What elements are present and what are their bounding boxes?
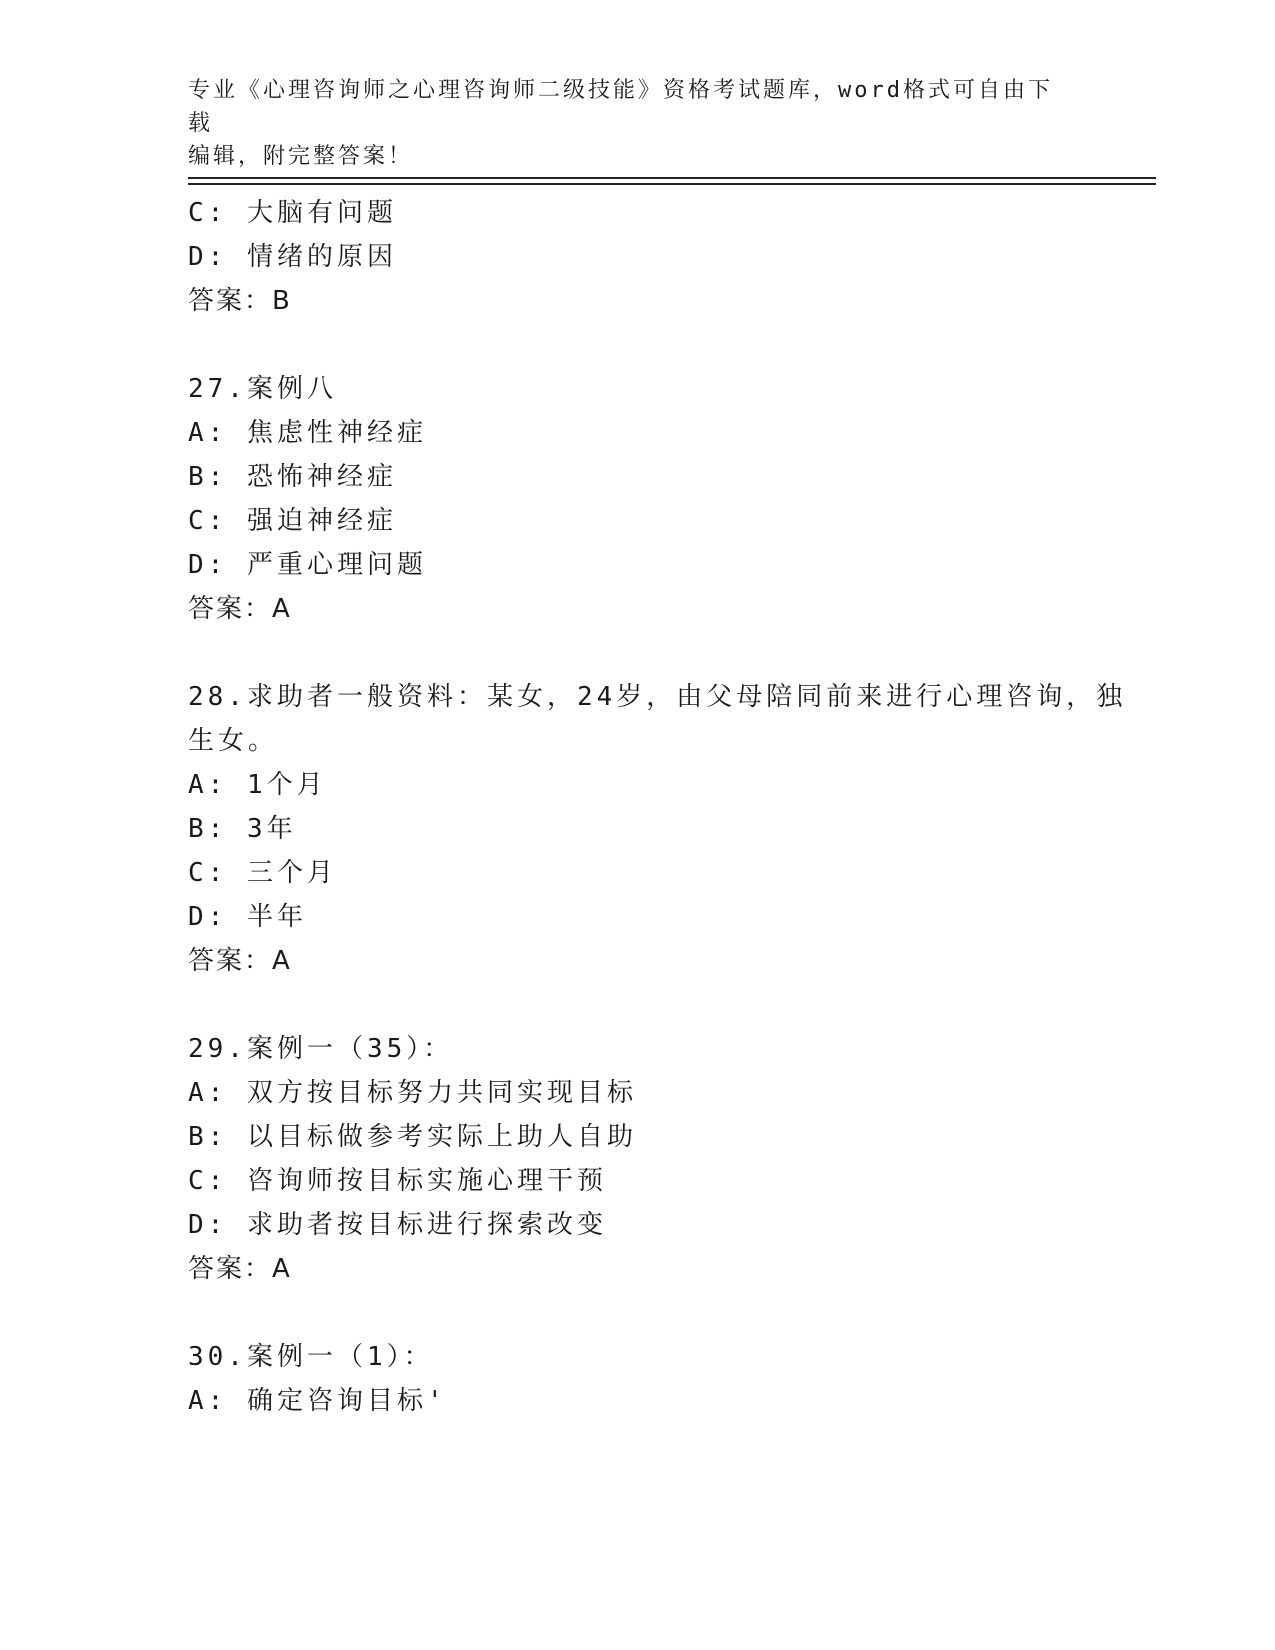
q27-option-d: D: 严重心理问题 xyxy=(188,550,427,580)
q26-option-d: D: 情绪的原因 xyxy=(188,242,397,272)
q29-option-a: A: 双方按目标努力共同实现目标 xyxy=(188,1078,637,1108)
q26-option-c: C: 大脑有问题 xyxy=(188,198,397,228)
q29-option-c: C: 咨询师按目标实施心理干预 xyxy=(188,1166,607,1196)
q26-answer: 答案：B xyxy=(188,286,292,316)
header-divider-bottom xyxy=(188,183,1156,185)
q28-option-c: C: 三个月 xyxy=(188,858,337,888)
q29-title: 29.案例一（35）： xyxy=(188,1034,454,1064)
q29-answer: 答案：A xyxy=(188,1254,292,1284)
q27-option-c: C: 强迫神经症 xyxy=(188,506,397,536)
document-header-note xyxy=(188,74,1068,173)
q27-option-a: A: 焦虑性神经症 xyxy=(188,418,427,448)
header-divider-top xyxy=(188,177,1156,179)
q28-option-b: B: 3年 xyxy=(188,814,297,844)
q27-title: 27.案例八 xyxy=(188,374,337,404)
q29-option-d: D: 求助者按目标进行探索改变 xyxy=(188,1210,607,1240)
q28-option-d: D: 半年 xyxy=(188,902,307,932)
q28-title-line-2: 生女。 xyxy=(188,726,279,756)
q29-option-b: B: 以目标做参考实际上助人自助 xyxy=(188,1122,637,1152)
header-line-2: 编辑，附完整答案！ xyxy=(188,144,414,169)
q28-answer: 答案：A xyxy=(188,946,292,976)
q30-title: 30.案例一（1）： xyxy=(188,1342,434,1372)
q30-option-a: A: 确定咨询目标' xyxy=(188,1386,447,1416)
q28-title-line-1: 28.求助者一般资料：某女，24岁，由父母陪同前来进行心理咨询，独 xyxy=(188,682,1127,712)
q27-answer: 答案：A xyxy=(188,594,292,624)
q27-option-b: B: 恐怖神经症 xyxy=(188,462,397,492)
q28-option-a: A: 1个月 xyxy=(188,770,327,800)
header-line-1: 专业《心理咨询师之心理咨询师二级技能》资格考试题库，word格式可自由下载 xyxy=(188,78,1053,136)
